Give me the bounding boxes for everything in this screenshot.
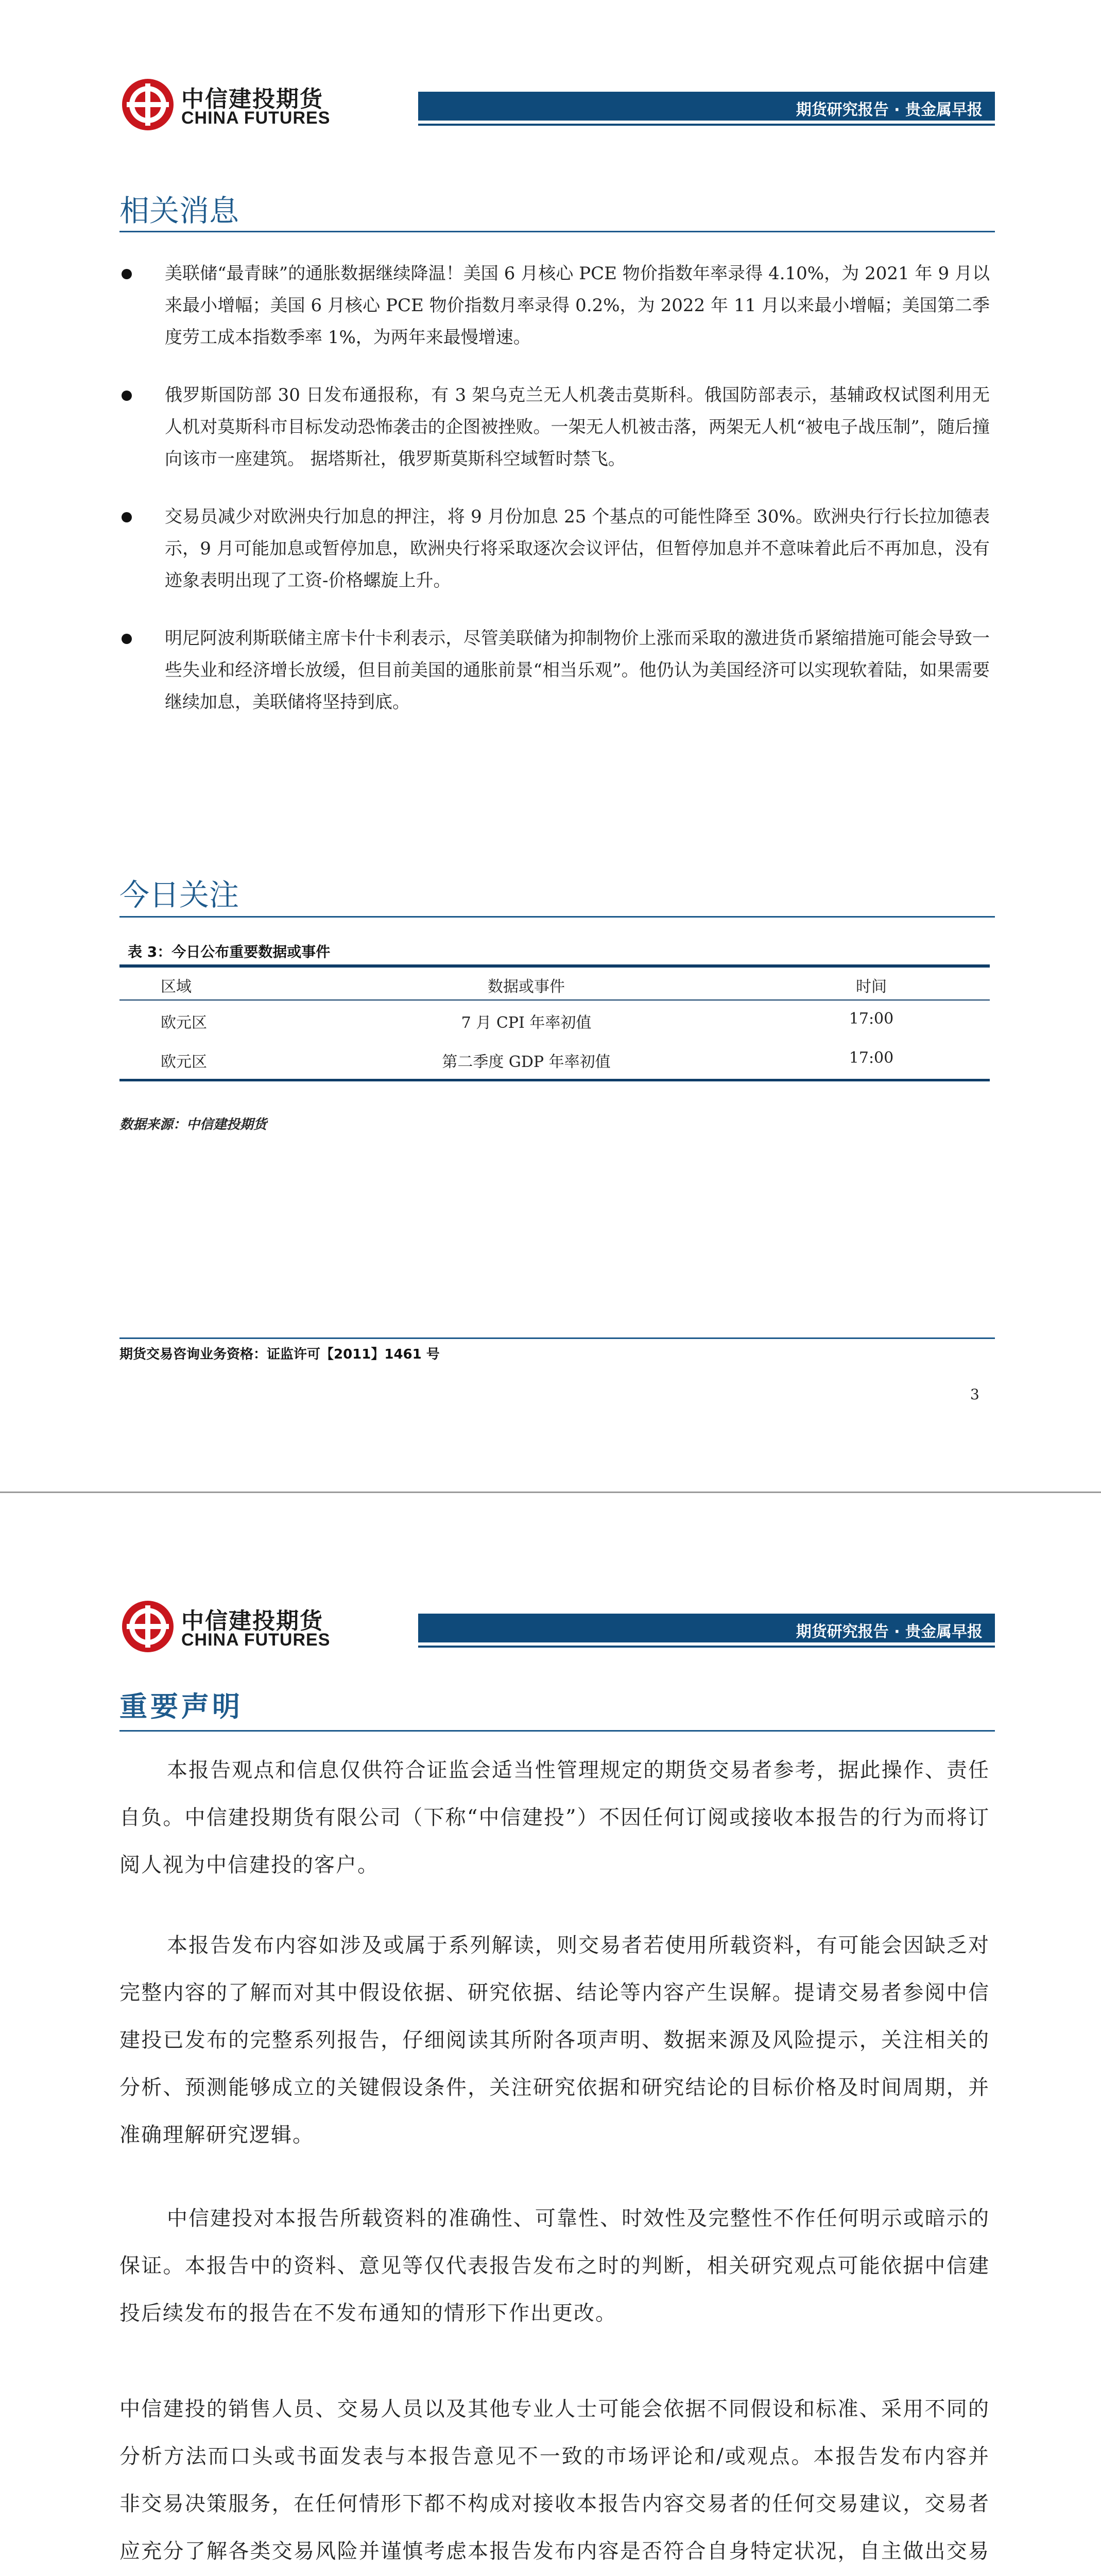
news-text: 交易员减少对欧洲央行加息的押注，将 9 月份加息 25 个基点的可能性降至 30%。欧洲央行行长拉加德表示，9 月可能加息或暂停加息，欧洲央行将采取逐次会议评估，但暂停加息并不意味着此后不再加息，没有迹象表明出现了工资-价格螺旋上升。 — [165, 506, 990, 591]
report-type-bar — [418, 1614, 995, 1642]
cell-event: 7 月 CPI 年率初值 — [461, 1014, 592, 1032]
table-caption: 表 3：今日公布重要数据或事件 — [128, 943, 331, 960]
news-text: 明尼阿波利斯联储主席卡什卡利表示，尽管美联储为抑制物价上涨而采取的激进货币紧缩措施可能会导致一些失业和经济增长放缓，但目前美国的通胀前景“相当乐观”。他仍认为美国经济可以实现软着陆，如果需要继续加息，美联储将坚持到底。 — [165, 628, 990, 713]
table-row — [119, 1040, 990, 1079]
table-row — [119, 1001, 990, 1040]
table-bottom-rule — [119, 1079, 990, 1081]
focus-section-title: 今日关注 — [119, 877, 239, 912]
header-time: 时间 — [856, 978, 887, 996]
footer-divider — [119, 1337, 995, 1339]
header-event: 数据或事件 — [488, 978, 565, 996]
data-source: 数据来源：中信建投期货 — [119, 1117, 267, 1132]
brand-name-cn: 中信建投期货 — [181, 86, 323, 112]
disclaimer-page — [0, 1510, 1101, 2576]
bullet-icon — [122, 634, 132, 644]
cell-event: 第二季度 GDP 年率初值 — [442, 1053, 611, 1071]
disclaimer-paragraph: 中信建投对本报告所载资料的准确性、可靠性、时效性及完整性不作任何明示或暗示的保证。本报告中的资料、意见等仅代表报告发布之时的判断，相关研究观点可能依据中信建投后续发布的报告在不发布通知的情形下作出更改。 — [119, 2207, 990, 2325]
news-section-title: 相关消息 — [119, 193, 239, 228]
cell-time: 17:00 — [849, 1010, 894, 1028]
page-header — [119, 76, 995, 133]
news-list — [119, 258, 990, 744]
news-item — [119, 258, 990, 353]
news-section-divider — [119, 231, 995, 232]
bullet-icon — [122, 391, 132, 401]
page-separator — [0, 1492, 1101, 1493]
news-item — [119, 501, 990, 597]
disclaimer-paragraph: 中信建投的销售人员、交易人员以及其他专业人士可能会依据不同假设和标准、采用不同的分析方法而口头或书面发表与本报告意见不一致的市场评论和/或观点。本报告发布内容并非交易决策服务，在任何情形下都不构成对接收本报告内容交易者的任何交易建议，交易者应充分了解各类交易风险并谨慎考虑本报告发布内容是否符合自身特定状况，自主做出交易 — [119, 2397, 990, 2563]
cell-region: 欧元区 — [161, 1053, 207, 1071]
disclaimer-paragraph: 本报告观点和信息仅供符合证监会适当性管理规定的期货交易者参考，据此操作、责任自负。中信建投期货有限公司（下称“中信建投”）不因任何订阅或接收本报告的行为而将订阅人视为中信建投的客户。 — [119, 1758, 990, 1877]
company-logo-icon — [119, 1598, 176, 1655]
disclaimer-title: 重要声明 — [119, 1690, 243, 1723]
news-item — [119, 622, 990, 718]
news-text: 俄罗斯国防部 30 日发布通报称，有 3 架乌克兰无人机袭击莫斯科。俄国防部表示，基辅政权试图利用无人机对莫斯科市目标发动恐怖袭击的企图被挫败。一架无人机被击落，两架无人机“被电子战压制”，随后撞向该市一座建筑。 据塔斯社，俄罗斯莫斯科空域暂时禁飞。 — [165, 385, 990, 469]
page-number: 3 — [970, 1386, 979, 1403]
brand-name-cn: 中信建投期货 — [181, 1608, 323, 1634]
news-item — [119, 379, 990, 475]
report-type-label: 期货研究报告 · 贵金属早报 — [796, 101, 983, 119]
news-text: 美联储“最青睐”的通胀数据继续降温！美国 6 月核心 PCE 物价指数年率录得 4.10%，为 2021 年 9 月以来最小增幅；美国 6 月核心 PCE 物价指数月率录得 0.2%，为 2022 年 11 月以来最小增幅；美国第二季度劳工成本指数季率 1%，为两年来最慢增速。 — [165, 263, 990, 348]
table-header-row — [119, 968, 990, 999]
header-divider — [418, 1646, 995, 1648]
page-header — [119, 1598, 995, 1655]
company-logo-icon — [119, 76, 176, 133]
report-type-bar — [418, 92, 995, 121]
brand-name-en: CHINA FUTURES — [181, 108, 331, 128]
bullet-icon — [122, 512, 132, 522]
cell-region: 欧元区 — [161, 1014, 207, 1032]
focus-section-divider — [119, 916, 995, 918]
cell-time: 17:00 — [849, 1049, 894, 1067]
events-table — [119, 964, 990, 1081]
disclaimer-divider — [119, 1730, 995, 1732]
bullet-icon — [122, 269, 132, 279]
disclaimer-paragraph: 本报告发布内容如涉及或属于系列解读，则交易者若使用所载资料，有可能会因缺乏对完整内容的了解而对其中假设依据、研究依据、结论等内容产生误解。提请交易者参阅中信建投已发布的完整系列报告，仔细阅读其所附各项声明、数据来源及风险提示，关注相关的分析、预测能够成立的关键假设条件，关注研究依据和研究结论的目标价格及时间周期，并准确理解研究逻辑。 — [119, 1934, 990, 2147]
report-type-label: 期货研究报告 · 贵金属早报 — [796, 1623, 983, 1641]
header-region: 区域 — [161, 978, 192, 996]
license-text: 期货交易咨询业务资格：证监许可【2011】1461 号 — [119, 1347, 440, 1362]
brand-name-en: CHINA FUTURES — [181, 1630, 331, 1650]
header-divider — [418, 124, 995, 126]
